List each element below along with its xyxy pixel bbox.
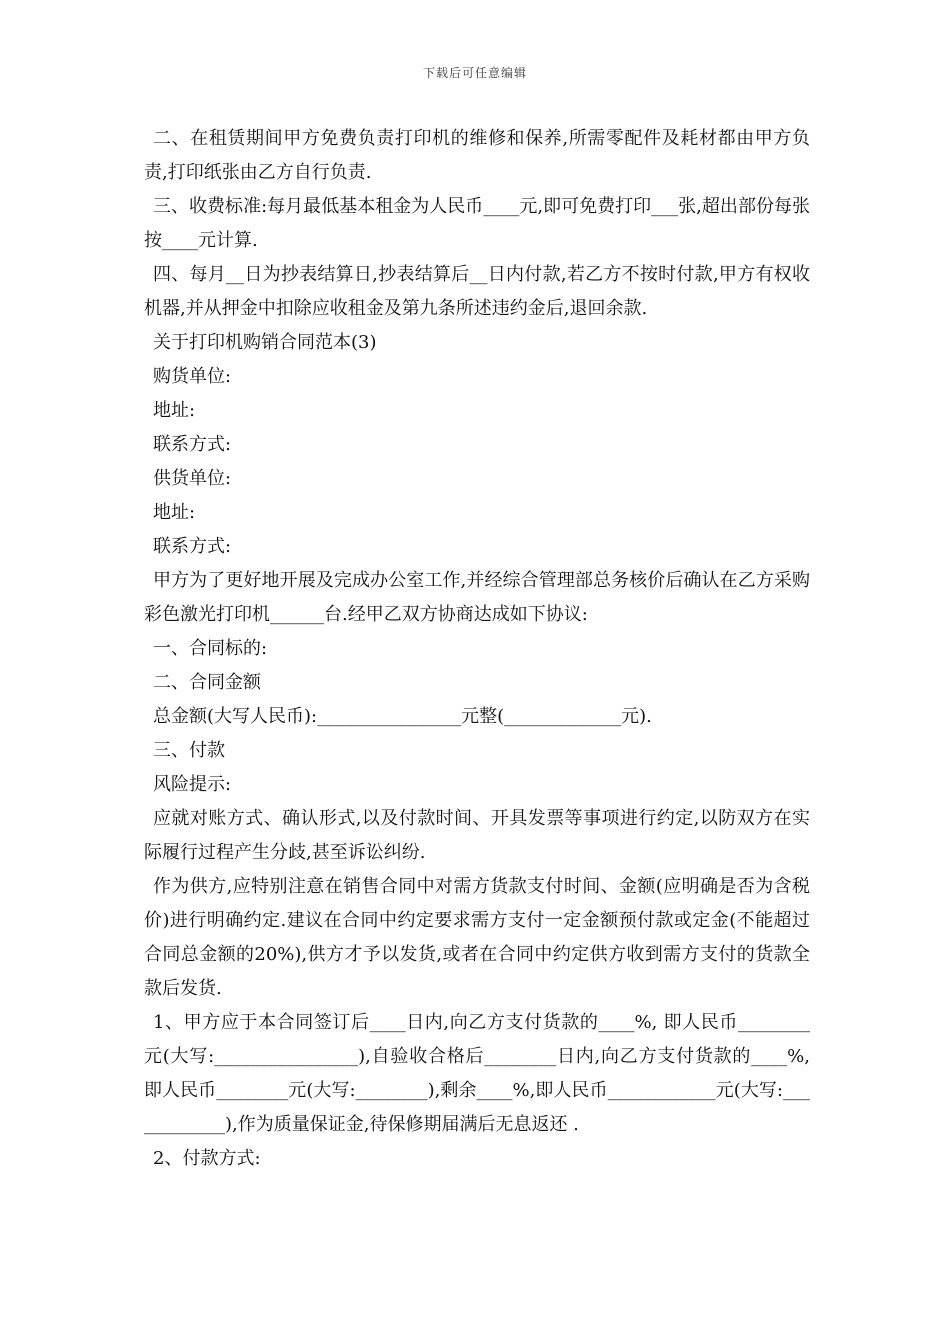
supplier-unit-field: 供货单位: [153, 468, 232, 489]
payment-term-1: 1、甲方应于本合同签订后____日内,向乙方支付货款的____%, 即人民币________元(大写:________________),自验收合格后________日内,向乙方支付货款的____%,即人民币________元(大写:________),剩余____%,即人民币____________元(大写:____________),作为质量保证金,待保修期届满后无息返还 . [144, 1012, 810, 1135]
heading-payment: 三、付款 [153, 740, 225, 761]
risk-warning-label: 风险提示: [153, 774, 232, 795]
payment-method-heading: 2、付款方式: [153, 1148, 261, 1169]
clause-fee-standard: 三、收费标准:每月最低基本租金为人民币____元,即可免费打印___张,超出部份每张按____元计算. [144, 196, 810, 251]
page-header: 下载后可任意编辑 [422, 66, 527, 80]
supplier-address-field: 地址: [153, 502, 196, 523]
section-title: 关于打印机购销合同范本(3) [153, 332, 377, 353]
risk-paragraph-2: 作为供方,应特别注意在销售合同中对需方货款支付时间、金额(应明确是否为含税价)进行明确约定.建议在合同中约定要求需方支付一定金额预付款或定金(不能超过合同总金额的20%),供方才予以发货,或者在合同中约定供方收到需方支付的货款全款后发货. [144, 876, 810, 999]
supplier-contact-field: 联系方式: [153, 536, 232, 557]
buyer-contact-field: 联系方式: [153, 434, 232, 455]
clause-maintenance: 二、在租赁期间甲方免费负责打印机的维修和保养,所需零配件及耗材都由甲方负责,打印纸张由乙方自行负责. [144, 128, 810, 183]
heading-contract-subject: 一、合同标的: [153, 638, 268, 659]
risk-paragraph-1: 应就对账方式、确认形式,以及付款时间、开具发票等事项进行约定,以防双方在实际履行过程产生分歧,甚至诉讼纠纷. [144, 808, 810, 863]
buyer-address-field: 地址: [153, 400, 196, 421]
total-amount-line: 总金额(大写人民币):________________元整(_____________元). [153, 706, 652, 727]
clause-meter-reading: 四、每月__日为抄表结算日,抄表结算后__日内付款,若乙方不按时付款,甲方有权收机器,并从押金中扣除应收租金及第九条所述违约金后,退回余款. [144, 264, 810, 319]
document-body [144, 122, 810, 1176]
preamble-paragraph: 甲方为了更好地开展及完成办公室工作,并经综合管理部总务核价后确认在乙方采购彩色激光打印机______台.经甲乙双方协商达成如下协议: [144, 570, 810, 625]
buyer-unit-field: 购货单位: [153, 366, 232, 387]
heading-contract-amount: 二、合同金额 [153, 672, 261, 693]
